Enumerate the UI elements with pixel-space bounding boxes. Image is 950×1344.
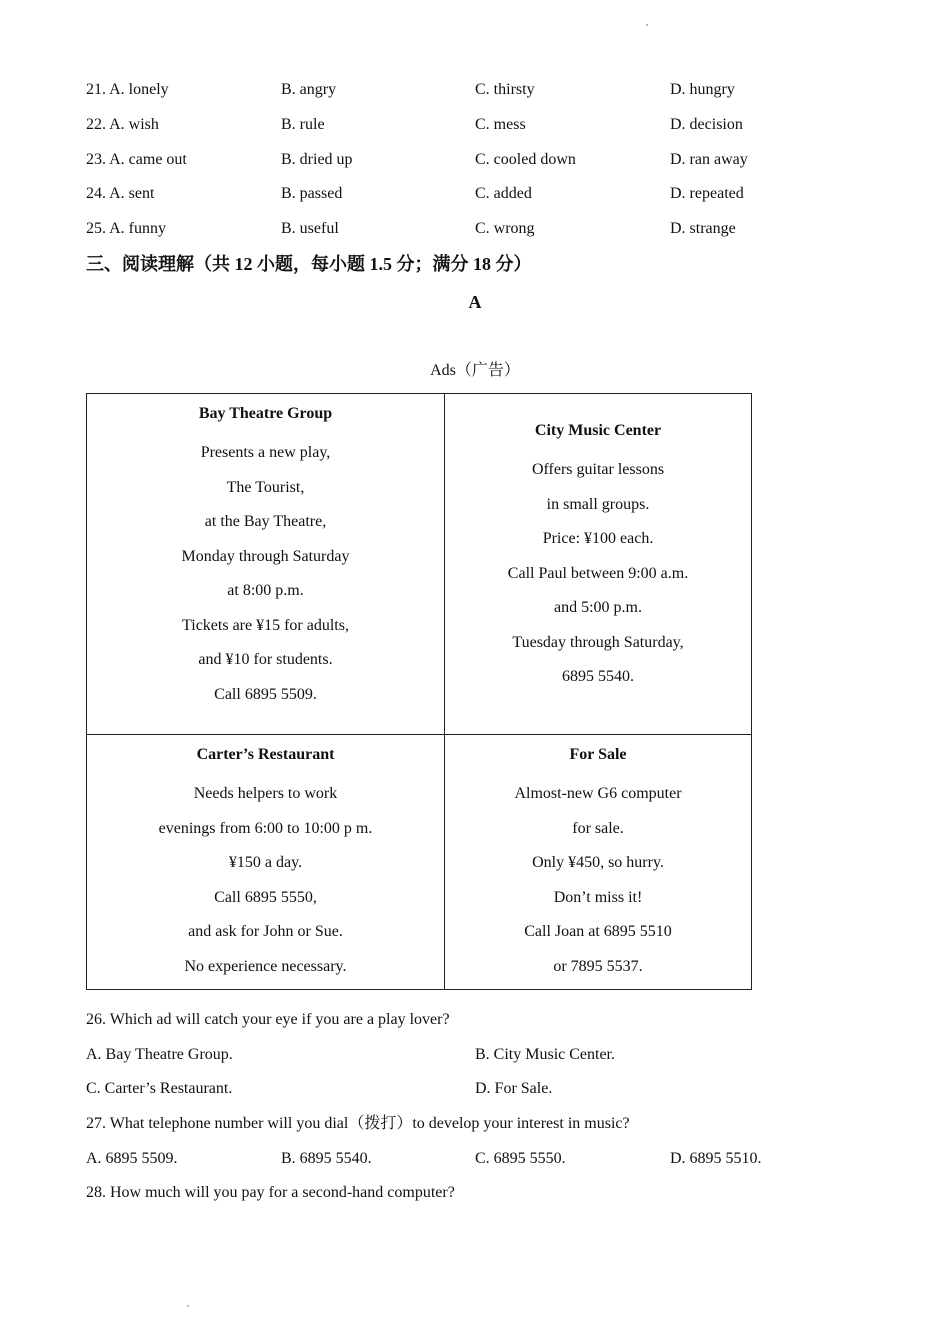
ad-for-sale (445, 735, 752, 990)
ad-line: Offers guitar lessons (531, 461, 665, 478)
ad-line: Call 6895 5509. (214, 685, 317, 703)
question-26-options-row2 (86, 1077, 866, 1101)
option-row-23 (86, 148, 866, 172)
option-b[interactable]: B. City Music Center. (475, 1046, 615, 1063)
question-28-stem: 28. How much will you pay for a second-hand computer? (86, 1184, 455, 1201)
option-b[interactable]: B. passed (281, 185, 343, 202)
question-27-stem: 27. What telephone number will you dial（拨打）to develop your interest in music? (86, 1115, 630, 1132)
ad-line: Price: ¥100 each. (542, 530, 654, 547)
option-b[interactable]: B. useful (281, 220, 339, 237)
section-heading: 三、阅读理解（共 12 小题，每小题 1.5 分；满分 18 分） (86, 254, 532, 274)
option-b[interactable]: B. dried up (281, 151, 353, 168)
option-d[interactable]: D. For Sale. (475, 1080, 553, 1097)
ad-line: at 8:00 p.m. (227, 582, 304, 599)
ad-line: Call 6895 5550, (214, 888, 317, 906)
option-c[interactable]: C. cooled down (475, 151, 576, 168)
ads-title: Ads（广告） (430, 362, 520, 379)
option-row-25 (86, 217, 866, 241)
ads-table (86, 393, 752, 990)
option-row-24 (86, 182, 866, 206)
ad-line: ¥150 a day. (228, 854, 303, 871)
option-a[interactable]: 22. A. wish (86, 116, 159, 133)
question-26-stem: 26. Which ad will catch your eye if you are a play lover? (86, 1011, 450, 1028)
option-c[interactable]: C. mess (475, 116, 526, 133)
ad-line: Monday through Saturday (181, 547, 350, 565)
ad-line: at the Bay Theatre, (204, 513, 327, 530)
scan-speck (646, 24, 648, 26)
option-a[interactable]: A. 6895 5509. (86, 1150, 178, 1167)
option-d[interactable]: D. hungry (670, 81, 735, 98)
passage-label: A (468, 292, 482, 312)
ad-title: Carter’s Restaurant (196, 746, 335, 763)
ad-title: City Music Center (534, 422, 662, 439)
option-d[interactable]: D. decision (670, 116, 743, 133)
ad-line: Almost-new G6 computer (514, 785, 682, 802)
option-b[interactable]: B. angry (281, 81, 337, 98)
ad-line: for sale. (572, 819, 624, 837)
option-a[interactable]: 25. A. funny (86, 220, 166, 237)
ad-line: evenings from 6:00 to 10:00 p m. (158, 819, 373, 837)
ad-line: Tuesday through Saturday, (512, 633, 684, 651)
ad-line: Presents a new play, (200, 444, 331, 461)
option-a[interactable]: 24. A. sent (86, 185, 155, 202)
option-b[interactable]: B. 6895 5540. (281, 1150, 372, 1167)
ad-bay-theatre (87, 394, 445, 735)
option-d[interactable]: D. repeated (670, 185, 744, 202)
option-c[interactable]: C. Carter’s Restaurant. (86, 1080, 233, 1097)
question-27-options (86, 1147, 866, 1171)
ad-line: Only ¥450, so hurry. (532, 854, 664, 871)
option-row-21 (86, 78, 866, 102)
option-c[interactable]: C. 6895 5550. (475, 1150, 566, 1167)
ad-line: The Tourist, (226, 478, 305, 496)
option-c[interactable]: C. wrong (475, 220, 535, 237)
ad-line: Don’t miss it! (553, 888, 643, 906)
option-d[interactable]: D. strange (670, 220, 736, 237)
ad-line: Tickets are ¥15 for adults, (182, 616, 349, 634)
ad-line: in small groups. (546, 495, 650, 513)
ad-line: or 7895 5537. (553, 957, 643, 975)
scan-speck (187, 1305, 189, 1307)
question-26-options-row1 (86, 1043, 866, 1067)
ad-line: No experience necessary. (184, 957, 347, 975)
option-d[interactable]: D. 6895 5510. (670, 1150, 762, 1167)
ad-line: and ¥10 for students. (198, 651, 333, 668)
option-a[interactable]: A. Bay Theatre Group. (86, 1046, 233, 1063)
option-d[interactable]: D. ran away (670, 151, 748, 168)
ad-line: Needs helpers to work (193, 785, 338, 802)
option-row-22 (86, 113, 866, 137)
ad-line: 6895 5540. (562, 668, 634, 685)
option-a[interactable]: 21. A. lonely (86, 81, 169, 98)
ad-line: Call Joan at 6895 5510 (524, 923, 672, 940)
option-a[interactable]: 23. A. came out (86, 151, 187, 168)
ad-line: and ask for John or Sue. (188, 923, 343, 940)
option-b[interactable]: B. rule (281, 116, 325, 133)
ad-city-music (445, 394, 752, 735)
option-c[interactable]: C. added (475, 185, 532, 202)
ad-title: For Sale (569, 746, 627, 763)
ad-line: and 5:00 p.m. (554, 599, 642, 616)
ad-carters-restaurant (87, 735, 445, 990)
ad-title: Bay Theatre Group (198, 405, 333, 422)
option-c[interactable]: C. thirsty (475, 81, 535, 98)
ad-line: Call Paul between 9:00 a.m. (507, 564, 689, 582)
